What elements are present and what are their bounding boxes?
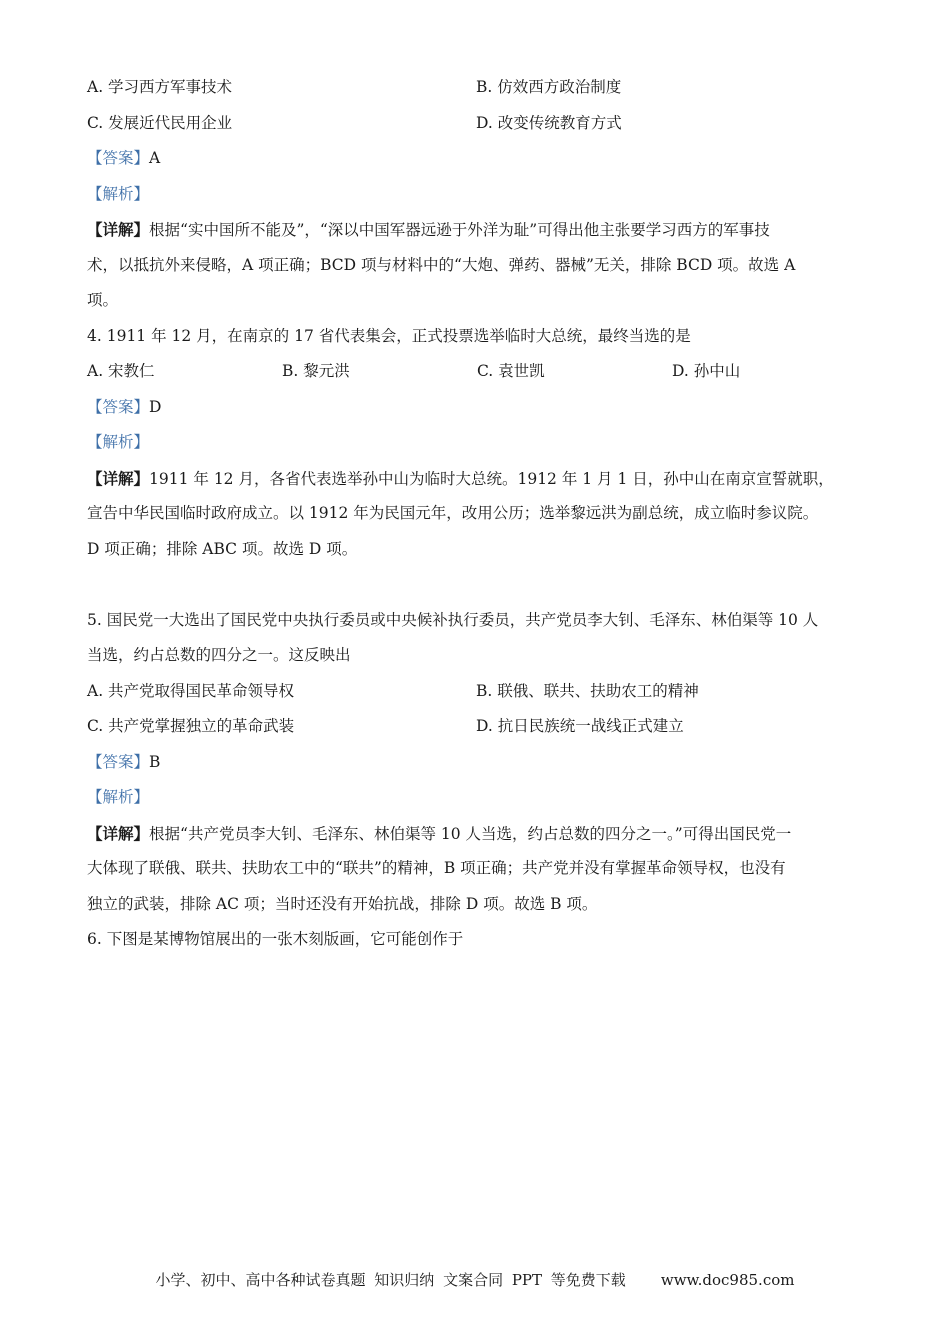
q3-options-row-2 [87, 106, 867, 142]
q3-detail-label: 【详解】 [87, 220, 150, 239]
q4-analysis-label: 【解析】 [87, 433, 150, 451]
q4-answer-label: 【答案】 [87, 397, 150, 416]
q5-option-a: A. 共产党取得国民革命领导权 [87, 681, 295, 700]
q3-option-a: A. 学习西方军事技术 [87, 78, 233, 96]
q5-option-d: D. 抗日民族统一战线正式建立 [476, 717, 684, 735]
q4-option-c: C. 袁世凯 [477, 362, 545, 380]
q4-answer [87, 390, 867, 426]
q3-options-row-1 [87, 70, 867, 106]
spacer [87, 567, 867, 603]
q4-option-a: A. 宋教仁 [87, 362, 155, 380]
footer-text: 小学、初中、高中各种试卷真题 知识归纳 文案合同 PPT 等免费下载 [155, 1271, 626, 1289]
page-footer [0, 1268, 950, 1292]
q6-question: 6. 下图是某博物馆展出的一张木刻版画，它可能创作于 [87, 930, 464, 948]
q4-detail-label: 【详解】 [87, 468, 150, 488]
q4-options-row [87, 354, 867, 390]
q3-detail-line-2: 术，以抵抗外来侵略，A 项正确；BCD 项与材料中的“大炮、弹药、器械”无关，排除 BCD 项。故选 A [87, 255, 796, 274]
q5-option-c: C. 共产党掌握独立的革命武装 [87, 717, 295, 735]
footer-link[interactable]: www.doc985.com [660, 1271, 795, 1289]
q3-option-b: B. 仿效西方政治制度 [476, 78, 622, 96]
q4-detail-line-3: D 项正确；排除 ABC 项。故选 D 项。 [87, 539, 358, 558]
q3-detail-line-1: 【详解】根据“实中国所不能及”，“深以中国军器远逊于外洋为耻”可得出他主张要学习西方的军事技 [87, 220, 770, 239]
q4-detail-line-1: 【详解】1911 年 12 月，各省代表选举孙中山为临时大总统。1912 年 1 月 1 日，孙中山在南京宣誓就职， [87, 468, 834, 488]
q3-detail-line-3: 项。 [87, 291, 119, 309]
q5-analysis-label: 【解析】 [87, 788, 150, 806]
q5-question-line-1: 5. 国民党一大选出了国民党中央执行委员或中央候补执行委员，共产党员李大钊、毛泽东、林伯渠等 10 人 [87, 610, 819, 629]
q5-options-row-1 [87, 674, 867, 710]
q5-detail-line-2: 大体现了联俄、联共、扶助农工中的“联共”的精神，B 项正确；共产党并没有掌握革命领导权，也没有 [87, 859, 786, 877]
q5-question-line-2: 当选，约占总数的四分之一。这反映出 [87, 646, 351, 664]
q3-option-d: D. 改变传统教育方式 [476, 113, 622, 132]
q4-question: 4. 1911 年 12 月，在南京的 17 省代表集会，正式投票选举临时大总统，最终当选的是 [87, 326, 691, 345]
q5-answer [87, 745, 867, 781]
q3-analysis-label: 【解析】 [87, 184, 150, 203]
q3-answer-value: A [149, 149, 161, 167]
q4-answer-value: D [149, 397, 162, 416]
q5-detail-label: 【详解】 [87, 823, 150, 843]
q5-answer-label: 【答案】 [87, 752, 150, 771]
q5-option-b: B. 联俄、联共、扶助农工的精神 [476, 681, 699, 700]
q5-options-row-2 [87, 709, 867, 745]
document-page [87, 70, 867, 958]
q4-option-d: D. 孙中山 [672, 362, 741, 380]
q4-detail-line-2: 宣告中华民国临时政府成立。以 1912 年为民国元年，改用公历；选举黎远洪为副总统，成立临时参议院。 [87, 504, 819, 522]
q4-option-b: B. 黎元洪 [282, 362, 350, 380]
q3-answer [87, 141, 867, 177]
q3-answer-label: 【答案】 [87, 149, 150, 167]
q5-detail-line-3: 独立的武装，排除 AC 项；当时还没有开始抗战，排除 D 项。故选 B 项。 [87, 894, 598, 913]
q5-detail-line-1: 【详解】根据“共产党员李大钊、毛泽东、林伯渠等 10 人当选，约占总数的四分之一。”可得出国民党一 [87, 823, 792, 843]
q5-answer-value: B [149, 752, 161, 771]
q3-option-c: C. 发展近代民用企业 [87, 113, 233, 132]
